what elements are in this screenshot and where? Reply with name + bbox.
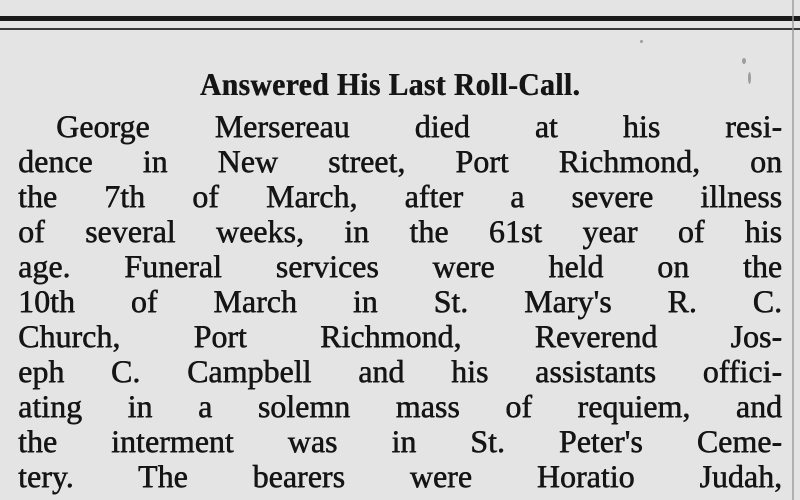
article-line: the interment was in St. Peter's Ceme- bbox=[18, 423, 782, 459]
article-headline: Answered His Last Roll-Call. bbox=[199, 66, 581, 102]
article-line: dence in New street, Port Richmond, on bbox=[18, 143, 782, 179]
ink-speck bbox=[640, 40, 643, 43]
article-line: eph C. Campbell and his assistants offici- bbox=[18, 353, 782, 389]
article-line: 10th of March in St. Mary's R. C. bbox=[18, 283, 782, 319]
article-line: tery. The bearers were Horatio Judah, bbox=[18, 458, 782, 494]
article-line: the 7th of March, after a severe illness bbox=[18, 178, 782, 214]
article-line: ating in a solemn mass of requiem, and bbox=[18, 388, 782, 424]
thin-column-rule bbox=[0, 28, 800, 30]
article-line: age. Funeral services were held on the bbox=[18, 248, 782, 284]
article-line: George Mersereau died at his resi- bbox=[56, 108, 782, 144]
column-edge-line bbox=[792, 0, 794, 500]
ink-speck bbox=[742, 58, 746, 64]
article-line: Church, Port Richmond, Reverend Jos- bbox=[18, 318, 782, 354]
article-line: of several weeks, in the 61st year of his bbox=[18, 213, 782, 249]
top-column-rule bbox=[0, 16, 800, 21]
